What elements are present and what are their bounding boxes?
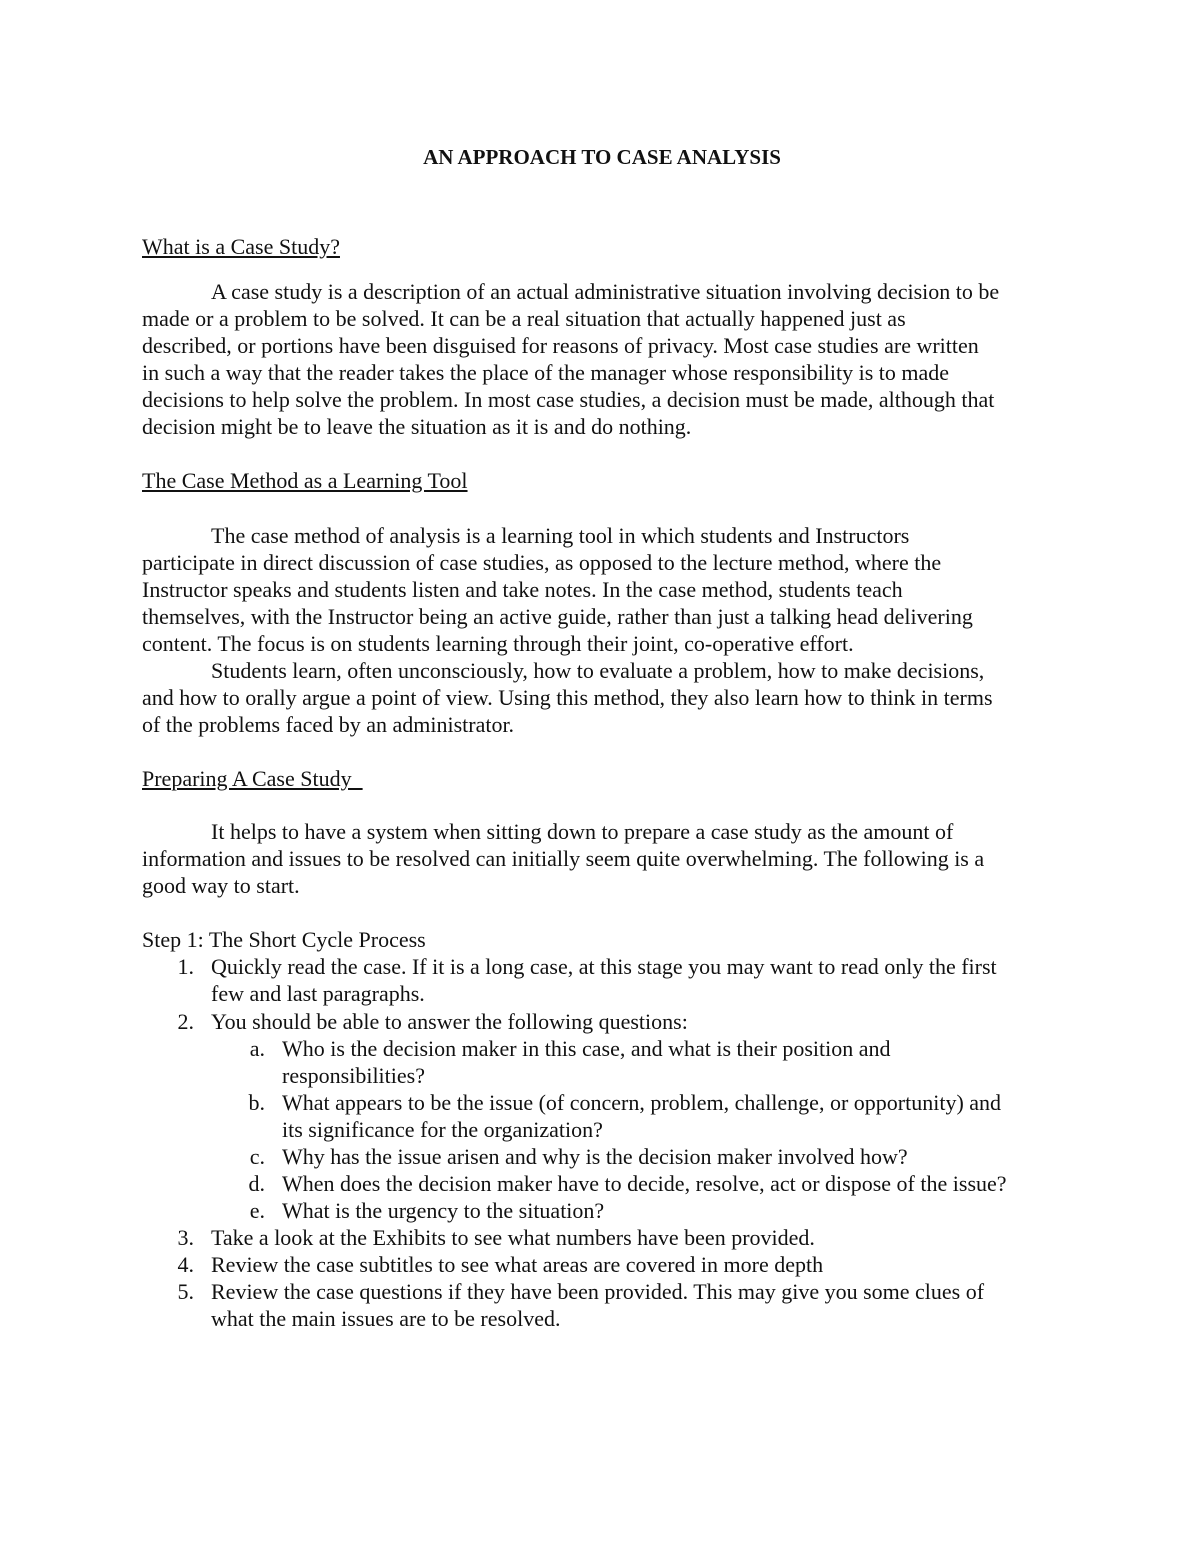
list-item-line: what the main issues are to be resolved. [211, 1306, 561, 1331]
sublist-item-letter: b. [248, 1090, 265, 1115]
sublist-item-letter: a. [249, 1036, 265, 1061]
list-item [211, 1278, 1062, 1332]
sublist-item-line: Why has the issue arisen and why is the decision maker involved how? [282, 1144, 908, 1169]
paragraph-line: of the problems faced by an administrator. [142, 712, 515, 737]
list-item-number: 2. [177, 1009, 194, 1034]
list-item-number: 3. [177, 1225, 194, 1250]
list-item-line: few and last paragraphs. [211, 981, 425, 1006]
paragraph-line: decision might be to leave the situation as it is and do nothing. [142, 414, 692, 439]
paragraph-case-study-definition [142, 278, 1062, 440]
sublist-item-letter: e. [249, 1198, 265, 1223]
sublist-item [282, 1170, 1062, 1197]
list-item [211, 1251, 1062, 1278]
sublist-item [282, 1197, 1062, 1224]
step-heading: Step 1: The Short Cycle Process [142, 927, 426, 952]
paragraph-line: decisions to help solve the problem. In most case studies, a decision must be made, although that [142, 387, 995, 412]
paragraph-line: made or a problem to be solved. It can be a real situation that actually happened just as [142, 306, 906, 331]
list-item-line: Quickly read the case. If it is a long case, at this stage you may want to read only the first [211, 954, 997, 979]
list-item-line: Review the case questions if they have been provided. This may give you some clues of [211, 1279, 985, 1304]
list-item-line: Take a look at the Exhibits to see what numbers have been provided. [211, 1225, 815, 1250]
document-title: AN APPROACH TO CASE ANALYSIS [423, 145, 781, 169]
list-item-line: You should be able to answer the following questions: [211, 1009, 688, 1034]
list-item-number: 4. [177, 1252, 194, 1277]
paragraph-line: Students learn, often unconsciously, how to evaluate a problem, how to make decisions, [211, 658, 985, 683]
paragraph-students-learn [142, 657, 1062, 738]
sublist-item-line: What appears to be the issue (of concern, problem, challenge, or opportunity) and [282, 1090, 1002, 1115]
list-item [211, 1224, 1062, 1251]
section-heading-case-method: The Case Method as a Learning Tool [142, 468, 468, 493]
sublist-item-line: When does the decision maker have to decide, resolve, act or dispose of the issue? [282, 1171, 1007, 1196]
sublist-item [282, 1035, 1062, 1089]
section-heading-what-is-case-study: What is a Case Study? [142, 234, 340, 259]
paragraph-line: in such a way that the reader takes the place of the manager whose responsibility is to made [142, 360, 950, 385]
sublist-item-letter: c. [249, 1144, 265, 1169]
paragraph-line: good way to start. [142, 873, 300, 898]
paragraph-line: and how to orally argue a point of view. Using this method, they also learn how to think in terms [142, 685, 993, 710]
list-item [211, 1008, 1062, 1035]
paragraph-line: described, or portions have been disguised for reasons of privacy. Most case studies are written [142, 333, 979, 358]
paragraph-line: Instructor speaks and students listen and take notes. In the case method, students teach [142, 577, 903, 602]
sublist-item-line: What is the urgency to the situation? [282, 1198, 605, 1223]
sublist-item [282, 1143, 1062, 1170]
paragraph-line: participate in direct discussion of case studies, as opposed to the lecture method, where the [142, 550, 942, 575]
list-item-line: Review the case subtitles to see what areas are covered in more depth [211, 1252, 824, 1277]
paragraph-line: content. The focus is on students learning through their joint, co-operative effort. [142, 631, 854, 656]
list-item [211, 953, 1062, 1007]
paragraph-line: It helps to have a system when sitting down to prepare a case study as the amount of [211, 819, 954, 844]
list-item-number: 1. [177, 954, 194, 979]
section-heading-preparing-case-study: Preparing A Case Study [142, 766, 363, 791]
paragraph-line: The case method of analysis is a learning tool in which students and Instructors [211, 523, 910, 548]
sublist-item-letter: d. [248, 1171, 265, 1196]
paragraph-preparing [142, 818, 1062, 899]
sublist-item [282, 1089, 1062, 1143]
sublist-item-line: Who is the decision maker in this case, and what is their position and [282, 1036, 891, 1061]
paragraph-line: information and issues to be resolved can initially seem quite overwhelming. The following is a [142, 846, 985, 871]
paragraph-line: A case study is a description of an actual administrative situation involving decision to be [211, 279, 1000, 304]
paragraph-line: themselves, with the Instructor being an active guide, rather than just a talking head delivering [142, 604, 973, 629]
paragraph-case-method [142, 522, 1062, 657]
list-item-number: 5. [177, 1279, 194, 1304]
sublist-item-line: responsibilities? [282, 1063, 425, 1088]
sublist-item-line: its significance for the organization? [282, 1117, 603, 1142]
